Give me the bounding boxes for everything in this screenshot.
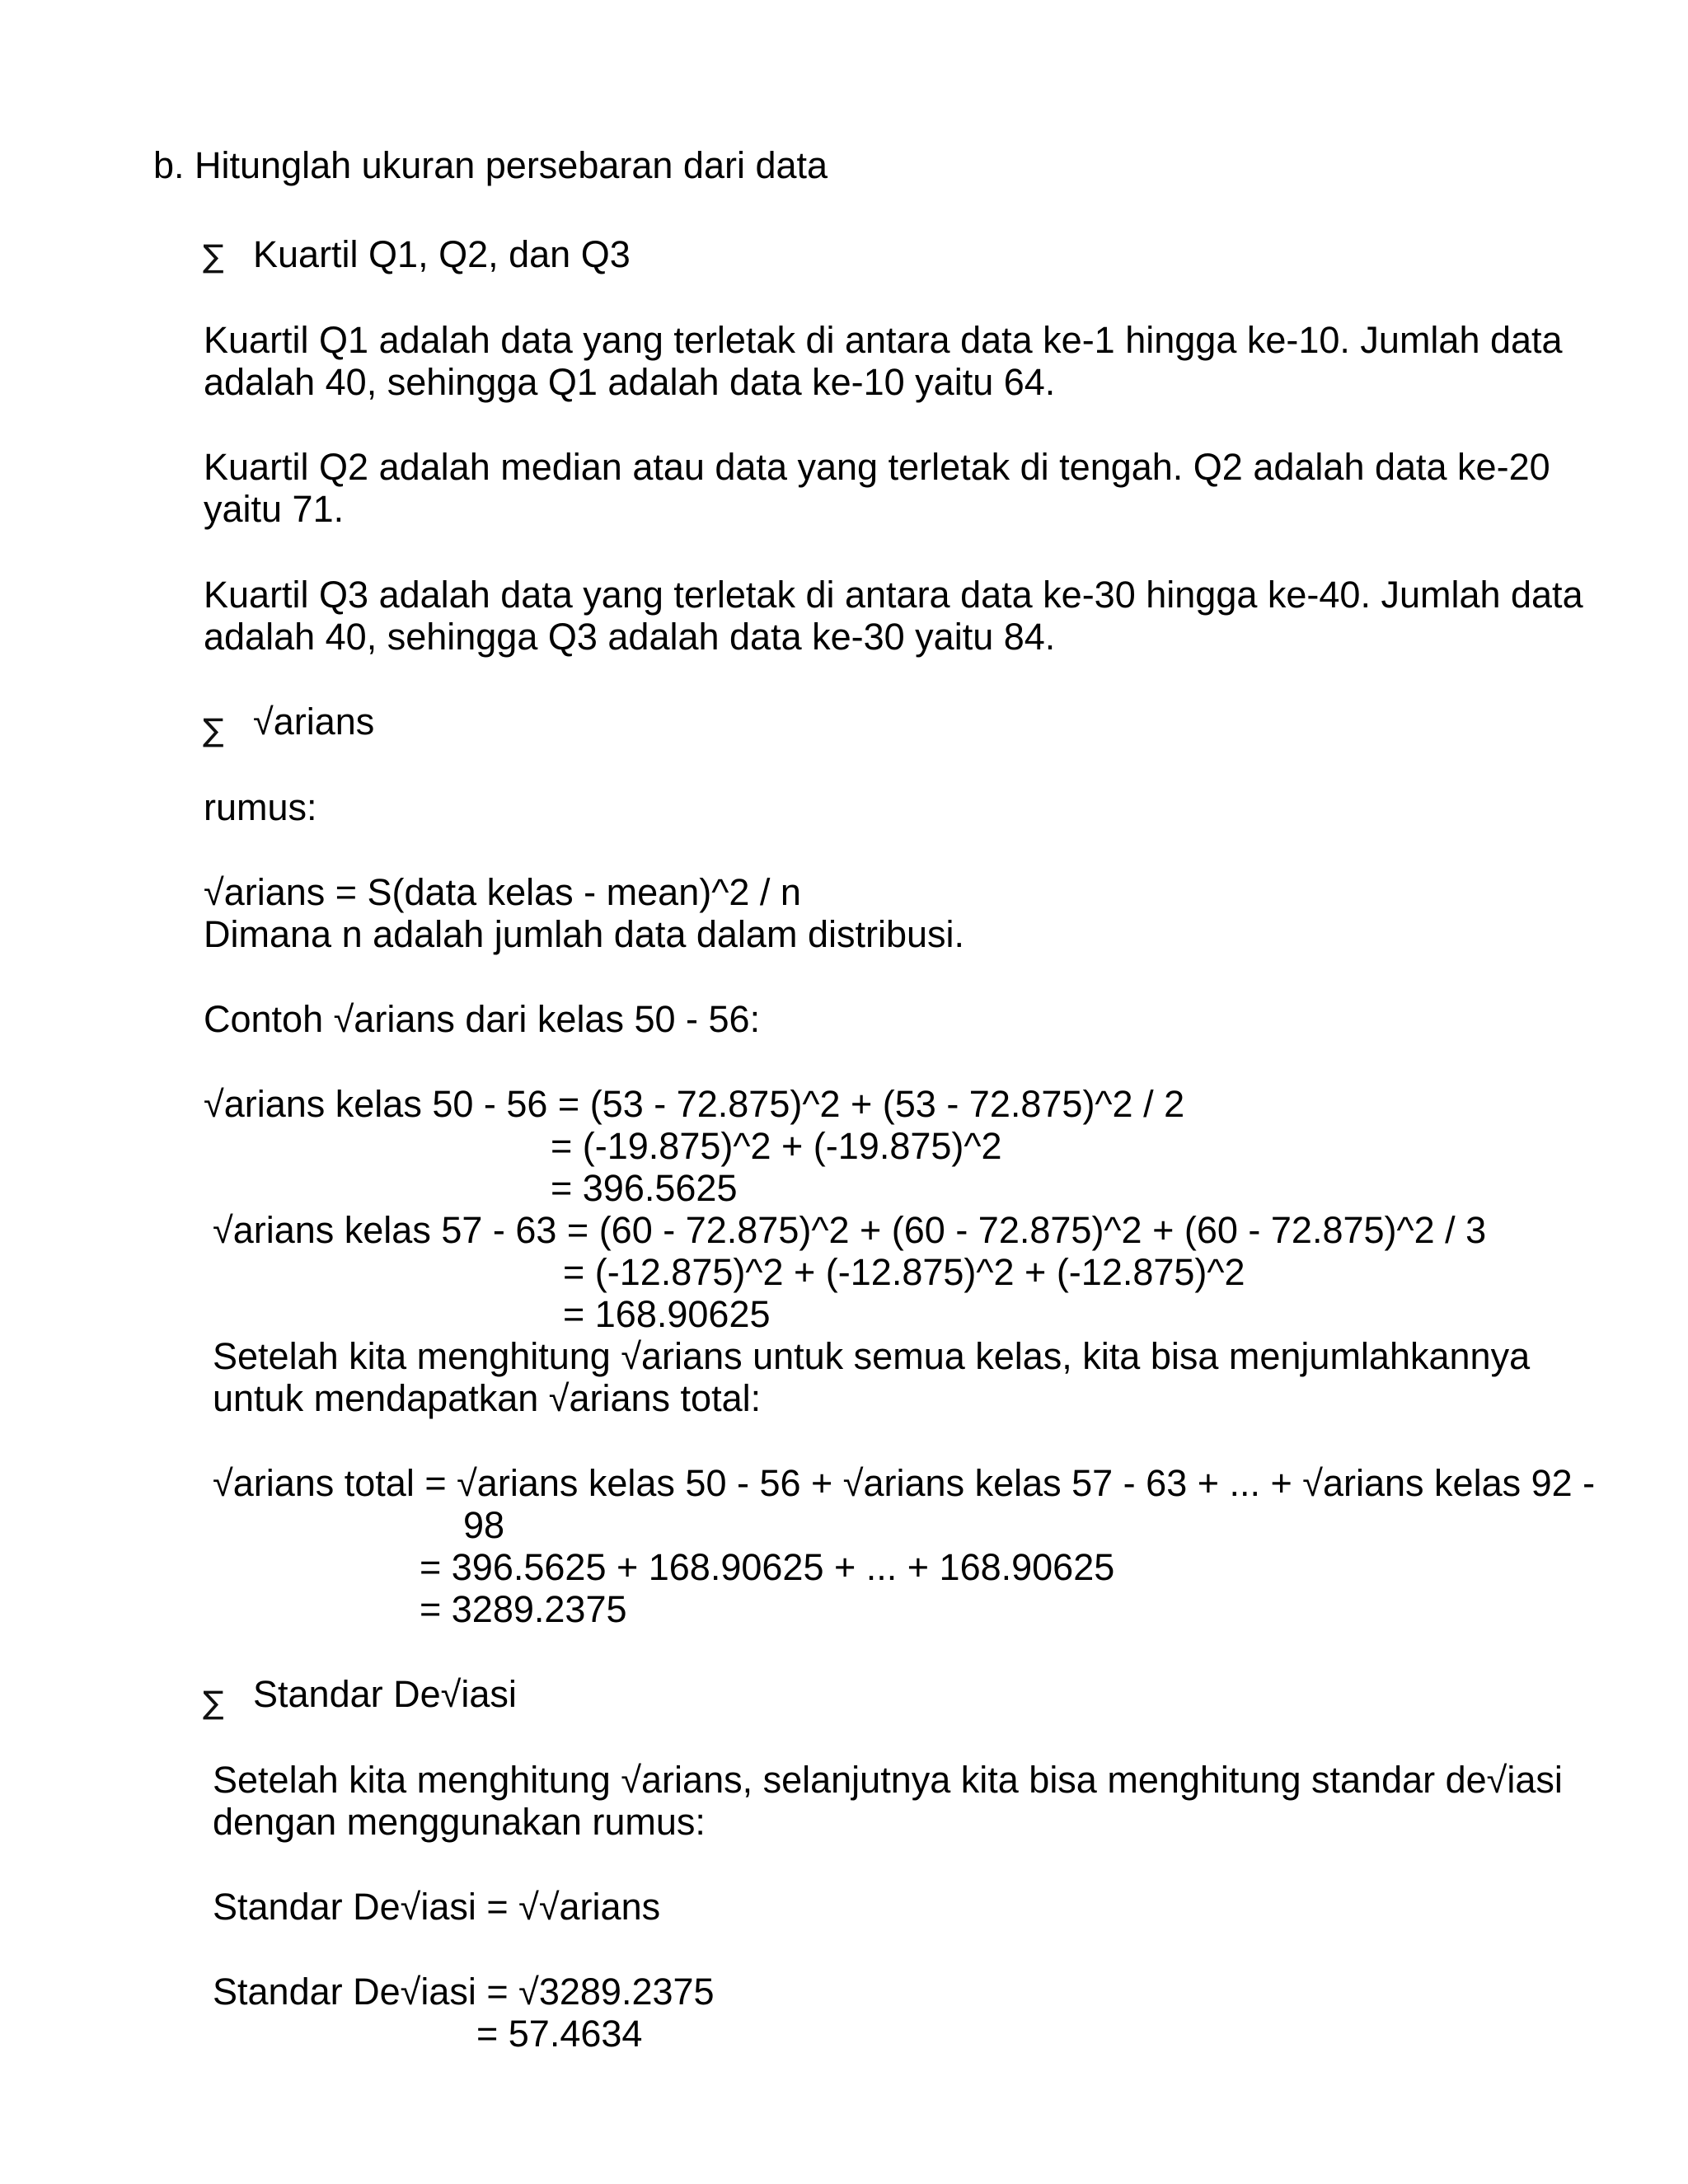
example2-line2: = (-12.875)^2 + (-12.875)^2 + (-12.875)^2 bbox=[563, 1251, 1245, 1293]
varians-formula-note: Dimana n adalah jumlah data dalam distribusi. bbox=[204, 913, 965, 955]
example1-line3: = 396.5625 bbox=[551, 1167, 738, 1209]
sigma-bullet-icon: ∑ bbox=[203, 712, 224, 748]
q2-text-line2: yaitu 71. bbox=[204, 488, 345, 530]
standar-deviasi-title: Standar De√iasi bbox=[253, 1673, 517, 1715]
rumus-label: rumus: bbox=[204, 786, 317, 828]
varians-formula: √arians = S(data kelas - mean)^2 / n bbox=[204, 871, 801, 913]
q2-text-line1: Kuartil Q2 adalah median atau data yang terletak di tengah. Q2 adalah data ke-20 bbox=[204, 446, 1550, 488]
example1-line2: = (-19.875)^2 + (-19.875)^2 bbox=[551, 1125, 1002, 1167]
example2-line1: √arians kelas 57 - 63 = (60 - 72.875)^2 + (60 - 72.875)^2 + (60 - 72.875)^2 / 3 bbox=[213, 1209, 1487, 1251]
deviasi-intro-line2: dengan menggunakan rumus: bbox=[213, 1801, 706, 1843]
example2-line3: = 168.90625 bbox=[563, 1293, 771, 1335]
section-heading: b. Hitunglah ukuran persebaran dari data bbox=[153, 144, 828, 186]
sum-intro-line2: untuk mendapatkan √arians total: bbox=[213, 1377, 762, 1419]
q3-text-line2: adalah 40, sehingga Q3 adalah data ke-30 yaitu 84. bbox=[204, 616, 1056, 658]
q1-text-line2: adalah 40, sehingga Q1 adalah data ke-10 yaitu 64. bbox=[204, 361, 1056, 403]
varians-total-line1: √arians total = √arians kelas 50 - 56 + √arians kelas 57 - 63 + ... + √arians kelas 92 - bbox=[213, 1462, 1596, 1504]
kuartil-title: Kuartil Q1, Q2, dan Q3 bbox=[253, 233, 631, 275]
example1-line1: √arians kelas 50 - 56 = (53 - 72.875)^2 + (53 - 72.875)^2 / 2 bbox=[204, 1083, 1185, 1125]
sigma-bullet-icon: ∑ bbox=[203, 1685, 224, 1721]
deviasi-calc-line1: Standar De√iasi = √3289.2375 bbox=[213, 1971, 715, 2013]
varians-example-intro: Contoh √arians dari kelas 50 - 56: bbox=[204, 998, 761, 1040]
sum-intro-line1: Setelah kita menghitung √arians untuk semua kelas, kita bisa menjumlahkannya bbox=[213, 1335, 1531, 1377]
q1-text-line1: Kuartil Q1 adalah data yang terletak di antara data ke-1 hingga ke-10. Jumlah data bbox=[204, 319, 1563, 361]
deviasi-calc-line2: = 57.4634 bbox=[476, 2013, 643, 2055]
varians-title: √arians bbox=[253, 701, 375, 743]
deviasi-intro-line1: Setelah kita menghitung √arians, selanjutnya kita bisa menghitung standar de√iasi bbox=[213, 1759, 1563, 1801]
varians-total-line3: = 396.5625 + 168.90625 + ... + 168.90625 bbox=[420, 1546, 1115, 1588]
q3-text-line1: Kuartil Q3 adalah data yang terletak di antara data ke-30 hingga ke-40. Jumlah data bbox=[204, 574, 1583, 616]
deviasi-formula: Standar De√iasi = √√arians bbox=[213, 1886, 661, 1928]
varians-total-line4: = 3289.2375 bbox=[420, 1588, 627, 1630]
sigma-bullet-icon: ∑ bbox=[203, 238, 224, 274]
varians-total-line2: 98 bbox=[463, 1504, 505, 1546]
